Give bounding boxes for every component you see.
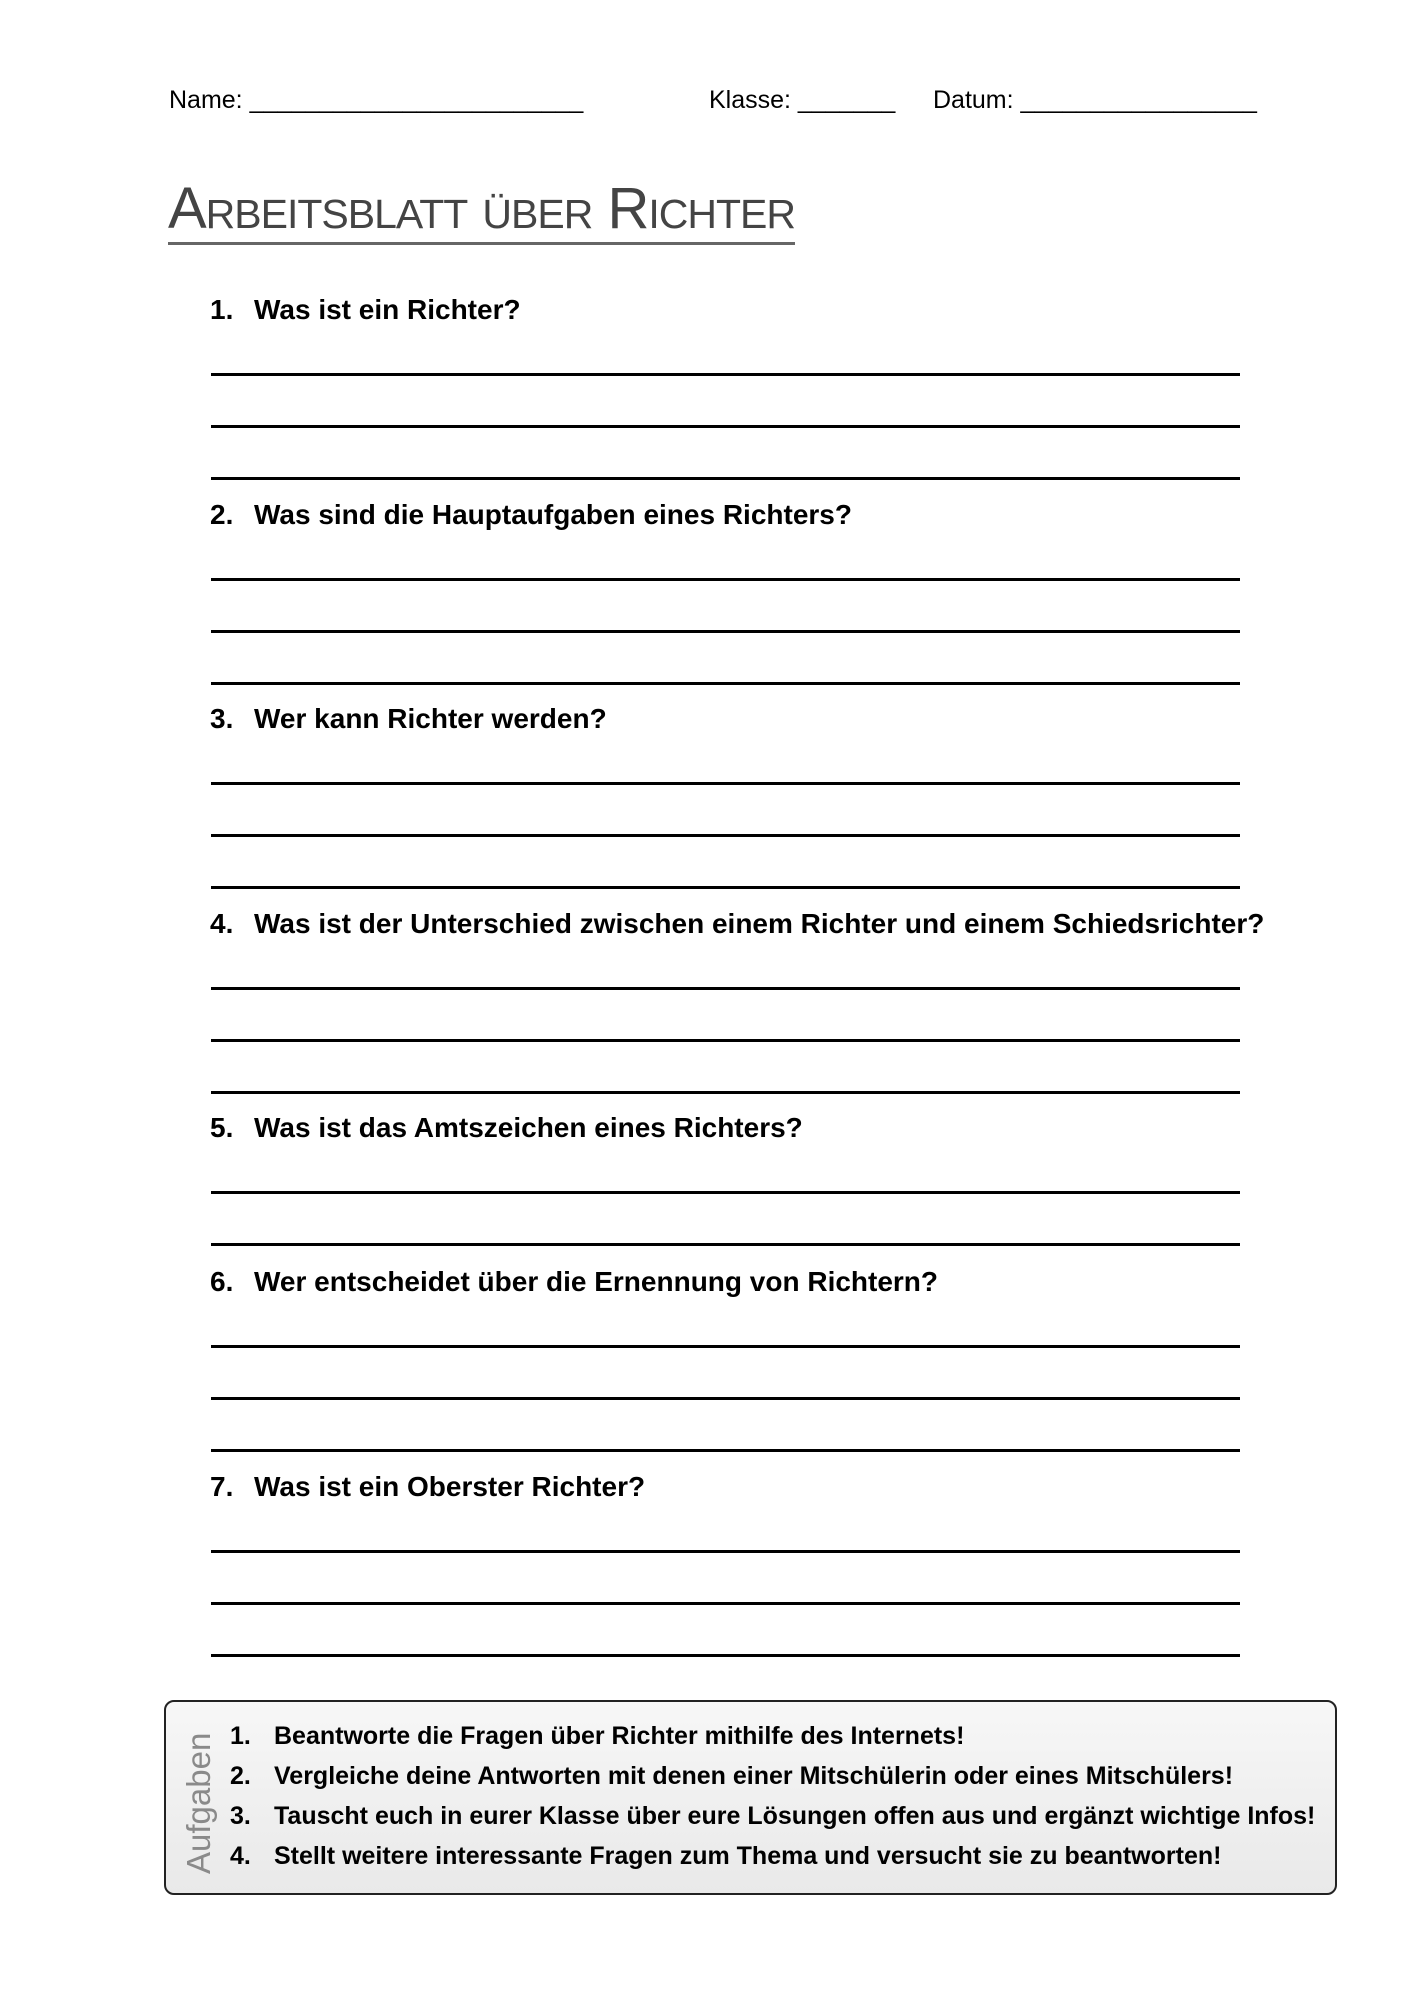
page-title: Arbeitsblatt über Richter [168, 176, 795, 245]
answer-line [211, 987, 1240, 990]
answer-line [211, 477, 1240, 480]
class-field: Klasse: _______ [709, 86, 896, 114]
answer-line [211, 373, 1240, 376]
question-text: Was ist der Unterschied zwischen einem Richter und einem Schiedsrichter? [254, 908, 1265, 939]
question-number: 5. [210, 1112, 234, 1143]
question-text: Was ist ein Oberster Richter? [254, 1471, 646, 1502]
answer-line [211, 1602, 1240, 1605]
question-number: 7. [210, 1471, 234, 1502]
answer-line [211, 834, 1240, 837]
answer-line [211, 630, 1240, 633]
answer-line [211, 782, 1240, 785]
answer-line [211, 1654, 1240, 1657]
tasks-label: Aufgaben [180, 1732, 217, 1874]
question-3 [210, 703, 607, 735]
answer-line [211, 1191, 1240, 1194]
answer-line [211, 1397, 1240, 1400]
tasks-list [230, 1716, 1315, 1876]
answer-line [211, 1449, 1240, 1452]
answer-line [211, 682, 1240, 685]
task-text: Vergleiche deine Antworten mit denen einer Mitschülerin oder eines Mitschülers! [274, 1762, 1234, 1790]
tasks-box [164, 1700, 1337, 1895]
question-2 [210, 499, 852, 531]
answer-line [211, 425, 1240, 428]
question-number: 1. [210, 294, 234, 325]
task-item [230, 1716, 1315, 1756]
header-fields [0, 86, 1414, 116]
answer-line [211, 1243, 1240, 1246]
task-number: 1. [230, 1722, 251, 1750]
question-number: 6. [210, 1266, 234, 1297]
question-4 [210, 908, 1264, 940]
question-number: 3. [210, 703, 234, 734]
question-5 [210, 1112, 803, 1144]
task-item [230, 1836, 1315, 1876]
name-field: Name: ________________________ [169, 86, 584, 114]
question-text: Was ist ein Richter? [254, 294, 521, 325]
task-item [230, 1756, 1315, 1796]
question-6 [210, 1266, 938, 1298]
task-text: Stellt weitere interessante Fragen zum Thema und versucht sie zu beantworten! [274, 1842, 1222, 1870]
question-text: Was sind die Hauptaufgaben eines Richters? [254, 499, 852, 530]
answer-line [211, 1091, 1240, 1094]
question-1 [210, 294, 521, 326]
answer-line [211, 1039, 1240, 1042]
task-number: 2. [230, 1762, 251, 1790]
question-text: Wer entscheidet über die Ernennung von Richtern? [254, 1266, 939, 1297]
task-text: Tauscht euch in eurer Klasse über eure Lösungen offen aus und ergänzt wichtige Infos! [274, 1802, 1316, 1830]
question-number: 4. [210, 908, 234, 939]
question-number: 2. [210, 499, 234, 530]
question-text: Was ist das Amtszeichen eines Richters? [254, 1112, 803, 1143]
question-text: Wer kann Richter werden? [254, 703, 607, 734]
date-field: Datum: _________________ [933, 86, 1257, 114]
answer-line [211, 578, 1240, 581]
answer-line [211, 1550, 1240, 1553]
answer-line [211, 886, 1240, 889]
task-item [230, 1796, 1315, 1836]
task-text: Beantworte die Fragen über Richter mithilfe des Internets! [274, 1722, 965, 1750]
task-number: 4. [230, 1842, 251, 1870]
question-7 [210, 1471, 645, 1503]
answer-line [211, 1345, 1240, 1348]
task-number: 3. [230, 1802, 251, 1830]
